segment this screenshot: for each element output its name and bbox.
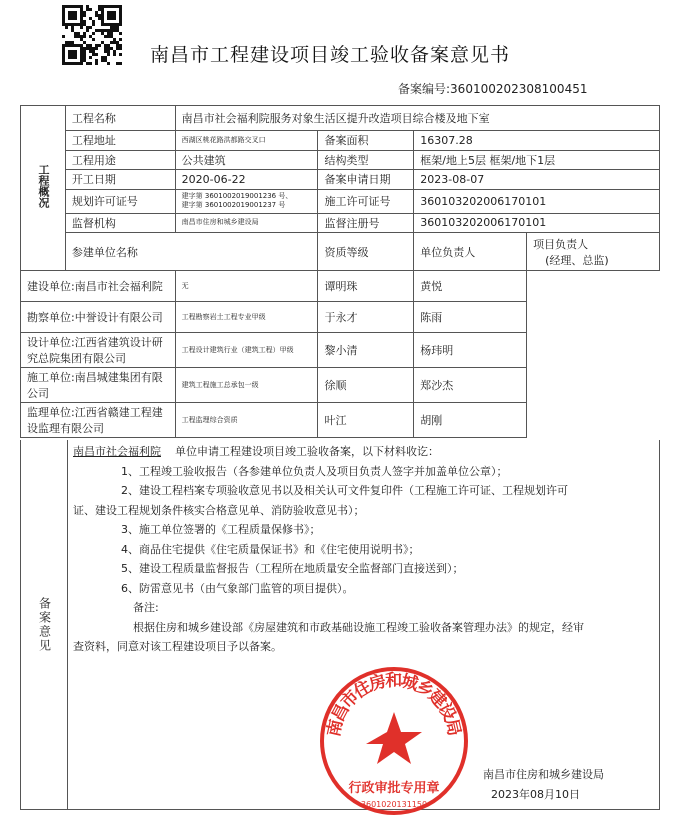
apply-date: 2023-08-07 — [414, 170, 660, 190]
structure-type: 框架/地上5层 框架/地下1层 — [414, 150, 660, 170]
project-use: 公共建筑 — [175, 150, 318, 170]
label: 结构类型 — [318, 150, 414, 170]
section-opinion-label: 备案意见 — [21, 440, 68, 809]
party-name: 建设单位:南昌市社会福利院 — [21, 271, 176, 302]
party-row — [21, 271, 660, 302]
party-qualification: 工程勘察岩土工程专业甲级 — [175, 302, 318, 333]
label: 工程地址 — [65, 131, 175, 151]
svg-text:南昌市住房和城乡建设局: 南昌市住房和城乡建设局 — [323, 670, 465, 739]
official-seal — [317, 664, 471, 818]
supervision-number: 360103202006170101 — [414, 213, 660, 233]
material-item: 6、防雷意见书（由气象部门监管的项目提供）。 — [121, 581, 354, 595]
applicant-unit: 南昌市社会福利院 — [73, 445, 161, 458]
project-address: 西湖区桃花路洪都路交叉口 — [175, 131, 318, 151]
label: 监督注册号 — [318, 213, 414, 233]
label: 工程名称 — [65, 106, 175, 131]
label: 施工许可证号 — [318, 189, 414, 213]
signing-date: 2023年08月10日 — [491, 788, 580, 801]
header: 参建单位名称 — [65, 233, 318, 271]
material-item: 5、建设工程质量监督报告（工程所在地质量安全监督部门直接送到）； — [121, 562, 464, 575]
material-item: 证、建设工程规划条件核实合格意见单、消防验收意见书）； — [73, 503, 365, 517]
unit-head: 徐顺 — [318, 368, 414, 403]
material-item: 3、施工单位签署的《工程质量保修书》； — [121, 523, 321, 536]
label: 备案面积 — [318, 131, 414, 151]
intro-text: 单位申请工程建设项目竣工验收备案，以下材料收讫： — [175, 445, 439, 458]
party-row — [21, 333, 660, 368]
party-qualification: 无 — [175, 271, 318, 302]
supervision-agency: 南昌市住房和城乡建设局 — [175, 213, 318, 233]
remark-text: 根据住房和城乡建设部《房屋建筑和市政基础设施工程竣工验收备案管理办法》的规定，经审 — [133, 620, 584, 634]
project-head: 陈雨 — [414, 302, 527, 333]
unit-head: 叶江 — [318, 403, 414, 438]
label: 开工日期 — [65, 170, 175, 190]
project-name: 南昌市社会福利院服务对象生活区提升改造项目综合楼及地下室 — [175, 106, 659, 131]
page-title: 南昌市工程建设项目竣工验收备案意见书 — [150, 44, 511, 66]
header: 单位负责人 — [414, 233, 527, 271]
remark-text: 查资料，同意对该工程建设项目予以备案。 — [73, 640, 282, 653]
planning-permit: 建字第 3601002019001236 号、 建字第 3601002019001237 号 — [175, 189, 318, 213]
party-row — [21, 403, 660, 438]
record-opinion-section — [20, 440, 660, 810]
header: 资质等级 — [318, 233, 414, 271]
label: 备案申请日期 — [318, 170, 414, 190]
unit-head: 于永才 — [318, 302, 414, 333]
qr-code — [62, 5, 122, 65]
party-row — [21, 302, 660, 333]
material-item: 2、建设工程档案专项验收意见书以及相关认可文件复印件（工程施工许可证、工程规划许可 — [121, 484, 568, 497]
unit-head: 黎小清 — [318, 333, 414, 368]
party-qualification: 工程设计建筑行业（建筑工程）甲级 — [175, 333, 318, 368]
party-name: 勘察单位:中誉设计有限公司 — [21, 302, 176, 333]
material-item: 4、商品住宅提供《住宅质量保证书》和《住宅使用说明书》； — [121, 542, 420, 556]
label: 规划许可证号 — [65, 189, 175, 213]
signing-authority: 南昌市住房和城乡建设局 — [483, 768, 604, 781]
section-overview-label: 工程概况 — [21, 106, 66, 271]
party-row — [21, 368, 660, 403]
party-name: 设计单位:江西省建筑设计研究总院集团有限公司 — [21, 333, 176, 368]
material-item: 1、工程竣工验收报告（各参建单位负责人及项目负责人签字并加盖单位公章）； — [121, 464, 508, 478]
construction-permit: 360103202006170101 — [414, 189, 660, 213]
remark-label: 备注: — [133, 601, 159, 614]
project-head: 胡刚 — [414, 403, 527, 438]
party-name: 监理单位:江西省赣建工程建设监理有限公司 — [21, 403, 176, 438]
project-head: 郑沙杰 — [414, 368, 527, 403]
label: 监督机构 — [65, 213, 175, 233]
project-head: 黄悦 — [414, 271, 527, 302]
project-overview-table — [20, 105, 660, 438]
header: 项目负责人 (经理、总监) — [527, 233, 660, 271]
party-qualification: 建筑工程施工总承包一级 — [175, 368, 318, 403]
start-date: 2020-06-22 — [175, 170, 318, 190]
record-number: 备案编号:360100202308100451 — [398, 82, 588, 96]
record-area: 16307.28 — [414, 131, 660, 151]
unit-head: 谭明珠 — [318, 271, 414, 302]
label: 工程用途 — [65, 150, 175, 170]
party-qualification: 工程监理综合资质 — [175, 403, 318, 438]
party-name: 施工单位:南昌城建集团有限公司 — [21, 368, 176, 403]
svg-text:3601020131150: 3601020131150 — [360, 800, 428, 809]
svg-text:行政审批专用章: 行政审批专用章 — [348, 781, 440, 796]
project-head: 杨玮明 — [414, 333, 527, 368]
